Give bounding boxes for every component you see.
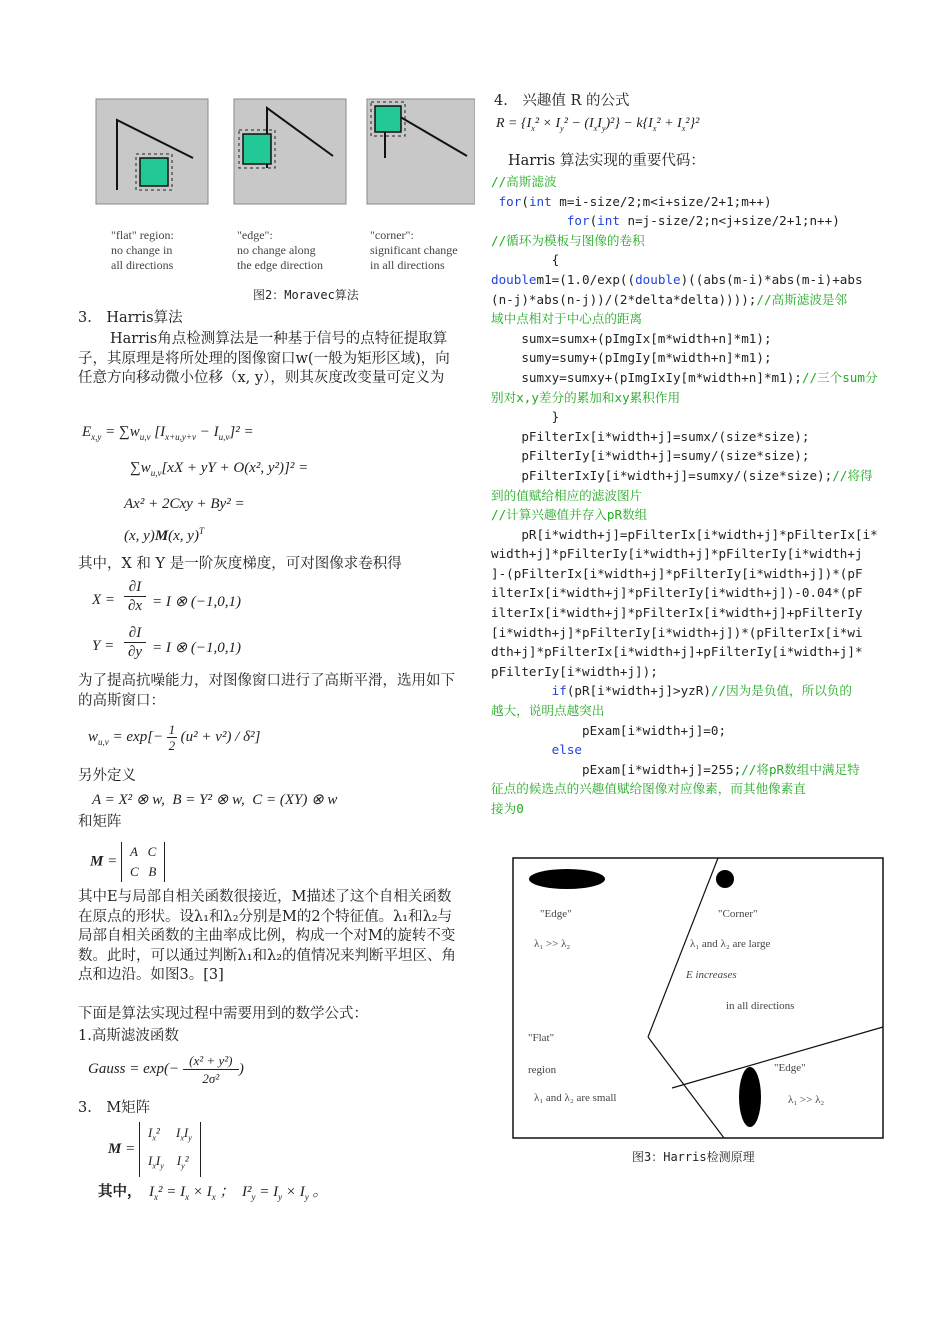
code-line bbox=[491, 799, 881, 819]
code-line bbox=[491, 388, 881, 408]
code-token: ilterIx[i*width+j]*pFilterIy[i*width+j])-0.04*(pF bbox=[491, 585, 863, 601]
code-line bbox=[491, 270, 881, 290]
code-line bbox=[491, 407, 881, 427]
code-token: //循环为模板与图像的卷积 bbox=[491, 232, 645, 248]
flat-panel bbox=[96, 99, 208, 204]
code-line bbox=[491, 348, 881, 368]
code-line bbox=[491, 231, 881, 251]
code-token: 征点的候选点的兴趣值赋给图像对应像素，而其他像素直 bbox=[491, 781, 806, 797]
figure-2 bbox=[95, 98, 475, 308]
final-line: 其中， $I_x^2 = I_x \times I_x$ ； $I^2_y = I_y \times I_y$ 。 bbox=[98, 1183, 328, 1202]
code-line bbox=[491, 486, 881, 506]
fig3-edge2-label: "Edge" bbox=[774, 1062, 806, 1074]
formula-gradients: X = ∂I ∂x = I ⊗ (−1,0,1) Y = ∂I ∂y = I ⊗ (−1,0,1) bbox=[92, 579, 242, 660]
code-token: pFilterIy[i*width+j]=sumy/(size*size); bbox=[491, 448, 810, 464]
section-3-paragraph-7: 下面是算法实现过程中需要用到的数学公式： bbox=[78, 1006, 368, 1022]
code-token: sumxy=sumxy+(pImgIxIy[m*width+n]*m1); bbox=[491, 369, 802, 385]
code-token: if bbox=[551, 683, 567, 699]
flat-caption-line2: all directions bbox=[111, 258, 174, 272]
code-token: int bbox=[597, 213, 620, 229]
fig3-edge1-label: "Edge" bbox=[540, 908, 572, 920]
code-token: //三个sum分 bbox=[801, 369, 878, 385]
code-token: pFilterIxIy[i*width+j]=sumxy/(size*size); bbox=[491, 467, 833, 483]
code-token: int bbox=[528, 193, 552, 209]
code-line bbox=[491, 603, 881, 623]
code-token: //将pR数组中满足特 bbox=[741, 761, 860, 777]
code-token: ilterIx[i*width+j]*pFilterIx[i*width+j]+pFilterIy bbox=[491, 605, 863, 621]
code-line bbox=[491, 505, 881, 525]
code-line bbox=[491, 329, 881, 349]
code-token: [i*width+j]*pFilterIy[i*width+j])*(pFilterIx[i*wi bbox=[491, 624, 863, 640]
figure-2-panels bbox=[95, 98, 475, 208]
flat-caption-title: "flat" region: bbox=[111, 228, 174, 242]
code-token: for bbox=[498, 193, 522, 209]
code-line bbox=[491, 564, 881, 584]
item-1-gauss: 1.高斯滤波函数 bbox=[78, 1028, 179, 1044]
code-token: 越大，说明点越突出 bbox=[491, 703, 605, 719]
code-line bbox=[491, 427, 881, 447]
code-token: pFilterIx[i*width+j]=sumx/(size*size); bbox=[491, 428, 810, 444]
fig3-corner-increases: E increases bbox=[686, 969, 737, 981]
code-token: 到的值赋给相应的滤波图片 bbox=[491, 487, 643, 503]
code-line bbox=[491, 681, 881, 701]
code-line bbox=[491, 250, 881, 270]
item-4-interest-value: 4. 兴趣值 R 的公式 bbox=[494, 93, 630, 109]
fig3-corner-directions: in all directions bbox=[726, 1000, 795, 1012]
edge-panel bbox=[234, 99, 346, 204]
code-token: 别对x,y差分的累加和xy累积作用 bbox=[491, 389, 681, 405]
code-intro: Harris 算法实现的重要代码： bbox=[508, 153, 705, 169]
formula-gauss: Gauss = exp(− (x² + y²) 2σ²) bbox=[88, 1053, 244, 1086]
code-token: else bbox=[551, 742, 583, 758]
code-line bbox=[491, 446, 881, 466]
fig3-flat-relation: λ₁ and λ₂ are small bbox=[534, 1092, 617, 1104]
code-token: //高斯滤波 bbox=[491, 174, 557, 189]
edge-caption-line2: the edge direction bbox=[237, 258, 323, 272]
code-line: for(int n=j-size/2;n<j+size/2+1;n++) bbox=[566, 213, 840, 229]
code-token: m=i-size/2;m<i+size/2+1;m++) bbox=[551, 193, 772, 209]
edge-caption-line1: no change along bbox=[237, 243, 316, 257]
fig3-corner-relation: λ₁ and λ₂ are large bbox=[690, 938, 771, 950]
code-token: width+j]*pFilterIy[i*width+j]*pFilterIy[i*width+j bbox=[491, 546, 863, 562]
section-3-paragraph-3: 为了提高抗噪能力，对图像窗口进行了高斯平滑，选用如下的高斯窗口： bbox=[78, 673, 455, 709]
fig3-edge2-relation: λ₁ >> λ₂ bbox=[788, 1094, 825, 1106]
code-line bbox=[491, 740, 881, 760]
fig3-edge1-relation: λ₁ >> λ₂ bbox=[534, 938, 571, 950]
formula-r: $R = \{I_x^2 \times I_y^2 - (I_xI_y)^2\} - k\{I_x^2 + I_x^2\}^2$ bbox=[496, 116, 700, 133]
formula-abc: A = X² ⊗ w, B = Y² ⊗ w, C = (XY) ⊗ w bbox=[92, 792, 338, 808]
corner-caption-line2: in all directions bbox=[370, 258, 445, 272]
item-3-m-matrix: 3. M矩阵 bbox=[78, 1100, 151, 1116]
code-token: sumx=sumx+(pImgIx[m*width+n]*m1); bbox=[491, 330, 772, 346]
flat-caption bbox=[111, 228, 174, 273]
code-token: ]-(pFilterIx[i*width+j]*pFilterIy[i*width+j])*(pF bbox=[491, 565, 863, 581]
flat-caption-line1: no change in bbox=[111, 243, 173, 257]
code-line bbox=[491, 466, 881, 486]
code-token: 域中点相对于中心点的距离 bbox=[491, 311, 643, 327]
code-line bbox=[491, 525, 881, 545]
section-3-heading: 3. Harris算法 bbox=[78, 310, 183, 326]
corner-blob bbox=[716, 870, 734, 888]
figure-2-caption: 图2：Moravec算法 bbox=[253, 288, 359, 302]
code-line: for(int m=i-size/2;m<i+size/2+1;m++) bbox=[498, 193, 772, 209]
corner-panel bbox=[367, 99, 475, 204]
corner-caption-title: "corner": bbox=[370, 228, 414, 242]
code-token: (pR[i*width+j]>yzR) bbox=[566, 683, 711, 699]
fig3-flat-region: region bbox=[528, 1064, 557, 1076]
section-3-paragraph-5: 和矩阵 bbox=[78, 814, 122, 830]
code-token: )((abs(m-i)*abs(m-i)+abs bbox=[680, 271, 863, 287]
edge-caption bbox=[237, 228, 323, 273]
code-line bbox=[491, 662, 881, 682]
code-token: } bbox=[491, 409, 560, 425]
code-token: //将得 bbox=[832, 467, 873, 483]
code-line bbox=[491, 642, 881, 662]
formula-e: $E_{x,y} = \sum w_{u,v}$ $[I_{x+u,y+v} - I_{u,v}]^2$ = $\sum w_{u,v}[xX$ + yY + O(x², y²)]² = Ax² + 2Cxy + By² = (x, y)M(x, y)$^T$ bbox=[82, 424, 309, 544]
code-line bbox=[491, 701, 881, 721]
code-token: dth+j]*pFilterIx[i*width+j]+pFilterIy[i*width+j]* bbox=[491, 644, 863, 660]
fig3-corner-label: "Corner" bbox=[718, 908, 758, 920]
code-token: //计算兴趣值并存入pR数组 bbox=[491, 507, 648, 523]
edge-caption-title: "edge": bbox=[237, 228, 273, 242]
formula-matrix-m: M = A C C B bbox=[90, 842, 165, 882]
code-token: { bbox=[491, 252, 560, 268]
corner-caption bbox=[370, 228, 458, 273]
code-line bbox=[491, 368, 881, 388]
code-line bbox=[491, 309, 881, 329]
code-token: pExam[i*width+j]=0; bbox=[491, 722, 727, 738]
corner-caption-line1: significant change bbox=[370, 243, 458, 257]
code-token: //因为是负值，所以负的 bbox=[710, 683, 853, 699]
final-line-label: 其中， bbox=[98, 1183, 142, 1200]
code-line bbox=[491, 623, 881, 643]
code-token: pExam[i*width+j]=255; bbox=[491, 761, 742, 777]
edge-blob-horizontal bbox=[529, 869, 605, 889]
formula-gaussian-window: $w_{u,v} = \exp[- 1$ 2 (u² + v²) / δ²] bbox=[88, 722, 261, 753]
code-line bbox=[491, 760, 881, 780]
code-token: double bbox=[635, 271, 681, 287]
figure-3-caption: 图3：Harris检测原理 bbox=[632, 1150, 755, 1164]
code-line bbox=[491, 721, 881, 741]
code-line bbox=[491, 172, 881, 192]
code-token: (n-j)*abs(n-j))/(2*delta*delta)))); bbox=[491, 291, 757, 307]
figure-3 bbox=[512, 857, 884, 1139]
section-3-paragraph-4: 另外定义 bbox=[78, 768, 136, 784]
code-block bbox=[491, 172, 881, 819]
code-token: sumy=sumy+(pImgIy[m*width+n]*m1); bbox=[491, 350, 772, 366]
section-3-paragraph-2: 其中，X 和 Y 是一阶灰度梯度，可对图像求卷积得 bbox=[78, 556, 402, 572]
code-token: 接为0 bbox=[491, 801, 524, 816]
code-token: n=j-size/2;n<j+size/2+1;n++) bbox=[619, 213, 840, 229]
code-line bbox=[491, 544, 881, 564]
code-token: for bbox=[566, 213, 590, 229]
section-3-paragraph-1: Harris角点检测算法是一种基于信号的点特征提取算子，其原理是将所处理的图像窗口w(一般为矩形区域)，向任意方向移动微小位移（x, y），则其灰度改变量可定义为 bbox=[78, 331, 450, 386]
code-line bbox=[491, 779, 881, 799]
section-3-paragraph-6: 其中E与局部自相关函数很接近，M描述了这个自相关函数在原点的形状。设λ₁和λ₂分别是M的2个特征值。λ₁和λ₂与局部自相关函数的主曲率成比例，构成一个对M的旋转不变数。此时，可以通过判断λ₁和λ₂的值情况来判断平坦区、角点和边沿。如图3。[3] bbox=[78, 889, 457, 983]
code-line bbox=[491, 290, 881, 310]
code-token: pR[i*width+j]=pFilterIx[i*width+j]*pFilterIx[i* bbox=[491, 526, 878, 542]
code-token: m1=(1.0/exp(( bbox=[536, 271, 636, 287]
edge-blob-vertical bbox=[739, 1067, 761, 1127]
code-line bbox=[491, 583, 881, 603]
fig3-flat-label: "Flat" bbox=[528, 1032, 555, 1044]
code-token: //高斯滤波是邻 bbox=[756, 291, 848, 307]
code-token: pFilterIy[i*width+j]); bbox=[491, 663, 658, 679]
formula-m-intensity: $M = I_x^2$ $I_xI_y$ $I_xI_y$ $I_y^2$ bbox=[108, 1122, 201, 1177]
code-token: double bbox=[491, 271, 537, 287]
